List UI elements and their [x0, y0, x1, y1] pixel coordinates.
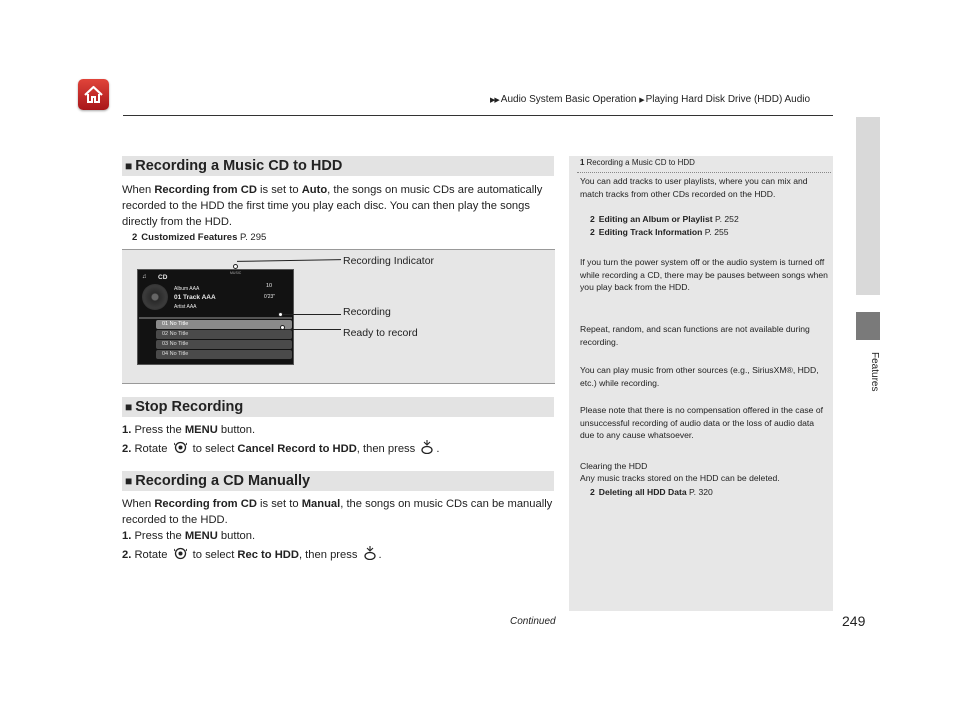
breadcrumb — [490, 94, 810, 105]
interface-dial-icon — [174, 547, 187, 560]
screen-track: 01 Track AAA — [174, 294, 216, 301]
section1-cross-reference[interactable]: 2 Customized Features P. 295 — [132, 232, 267, 243]
side-tab-marker[interactable] — [856, 312, 880, 340]
screen-artist: Artist AAA — [174, 304, 197, 310]
manual-step-1: 1. Press the MENU button. — [122, 530, 256, 542]
square-bullet-icon: ■ — [125, 400, 133, 414]
screen-divider — [139, 317, 292, 319]
screen-elapsed: 0'23" — [264, 294, 276, 300]
callout-ready-to-record: Ready to record — [343, 327, 418, 339]
continued-label: Continued — [510, 616, 556, 627]
home-button[interactable] — [78, 79, 109, 110]
square-bullet-icon: ■ — [125, 159, 133, 173]
section-heading-manual-recording — [122, 471, 554, 491]
header-divider — [123, 115, 833, 116]
side-tab-background — [856, 117, 880, 295]
sidebar-divider — [577, 172, 831, 173]
callout-recording: Recording — [343, 306, 391, 318]
sidebar-reference[interactable]: 2 Editing Track Information P. 255 — [590, 227, 729, 237]
step-1: 1. Press the MENU button. — [122, 424, 256, 436]
sidebar-reference[interactable]: 2 Deleting all HDD Data P. 320 — [590, 487, 713, 497]
sidebar-paragraph: Repeat, random, and scan functions are not available during recording. — [580, 324, 810, 347]
arrow-icon: ▶▶ — [490, 97, 499, 104]
manual-step-2: 2. Rotate to select Rec to HDD, then press . — [122, 546, 554, 563]
callout-line — [283, 314, 341, 315]
section-heading-stop-recording — [122, 397, 554, 417]
note-marker-icon: 1 — [580, 158, 585, 167]
section3-paragraph: When Recording from CD is set to Manual, the songs on music CDs can be manually recorded to the HDD. — [122, 498, 553, 526]
list-item: 01 No Title — [156, 320, 292, 329]
section-title: Recording a Music CD to HDD — [135, 158, 343, 174]
home-icon — [83, 84, 104, 105]
sidebar-title: 1 Recording a Music CD to HDD — [580, 158, 695, 167]
square-bullet-icon: ■ — [125, 474, 133, 488]
disc-icon — [142, 284, 168, 310]
list-item: 04 No Title — [156, 350, 292, 359]
screen-album: Album AAA — [174, 286, 200, 292]
screen-source: CD — [158, 274, 168, 281]
sidebar-paragraph: You can play music from other sources (e.g., SiriusXM®, HDD, etc.) while recording. — [580, 365, 819, 388]
breadcrumb-parent[interactable]: Audio System Basic Operation — [500, 94, 637, 105]
sidebar-paragraph: If you turn the power system off or the audio system is turned off while recording a CD, there may be pauses between songs when you play back from the HDD. — [580, 257, 828, 292]
callout-line — [285, 329, 341, 330]
section-title: Stop Recording — [135, 399, 244, 415]
reference-arrow-icon: 2 — [590, 487, 595, 497]
page-number: 249 — [842, 613, 866, 629]
screen-track-number: 10 — [266, 283, 273, 289]
section-heading-recording-cd — [122, 156, 554, 176]
step-2: 2. Rotate to select Cancel Record to HDD, then press . — [122, 440, 554, 457]
list-item: 02 No Title — [156, 330, 292, 339]
screen-top-label: MUSIC — [230, 271, 242, 275]
section-title: Recording a CD Manually — [135, 473, 311, 489]
track-list — [156, 320, 292, 359]
callout-marker — [233, 264, 238, 269]
press-dial-icon — [421, 440, 433, 454]
arrow-icon: ▶ — [639, 97, 644, 104]
sidebar-paragraph: Please note that there is no compensation offered in the case of unsuccessful recording of audio data or the loss of audio data due to any cause whatsoever. — [580, 405, 824, 440]
sidebar-subheading: Clearing the HDD — [580, 461, 648, 471]
side-tab-label[interactable]: Features — [869, 352, 880, 392]
reference-arrow-icon: 2 — [590, 227, 595, 237]
music-note-icon: ♫ — [142, 274, 147, 280]
audio-screen-image — [137, 269, 294, 365]
reference-arrow-icon: 2 — [590, 214, 595, 224]
sidebar-reference[interactable]: 2 Editing an Album or Playlist P. 252 — [590, 214, 739, 224]
section1-paragraph: When Recording from CD is set to Auto, the songs on music CDs are automatically recorded to the HDD the first time you play each disc. You can then play the songs directly from the HDD. — [122, 184, 543, 228]
list-item: 03 No Title — [156, 340, 292, 349]
interface-dial-icon — [174, 441, 187, 454]
press-dial-icon — [364, 546, 376, 560]
breadcrumb-current[interactable]: Playing Hard Disk Drive (HDD) Audio — [645, 94, 811, 105]
sidebar-paragraph: Any music tracks stored on the HDD can be deleted. — [580, 473, 780, 483]
reference-arrow-icon: 2 — [132, 232, 138, 243]
sidebar-paragraph: You can add tracks to user playlists, where you can mix and match tracks from other CDs recorded on the HDD. — [580, 176, 808, 199]
callout-recording-indicator: Recording Indicator — [343, 255, 435, 267]
